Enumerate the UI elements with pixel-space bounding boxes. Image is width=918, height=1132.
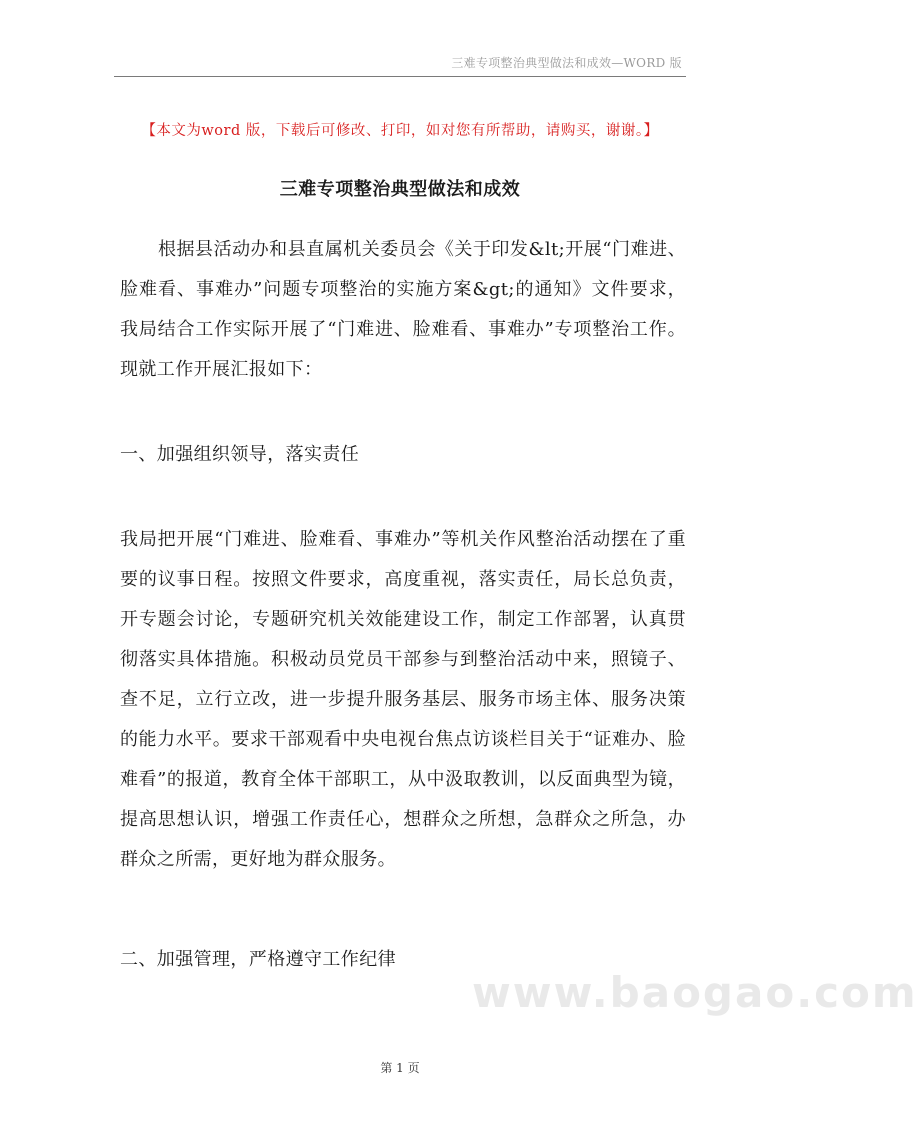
section-2-heading: 二、加强管理，严格遵守工作纪律 [120,949,396,970]
watermark: www.baogao.com [472,968,918,1017]
section-1-heading: 一、加强组织领导，落实责任 [120,444,360,465]
document-title: 三难专项整治典型做法和成效 [279,179,521,200]
running-header: 三难专项整治典型做法和成效—WORD 版 [451,56,682,70]
section-1-paragraph: 我局把开展“门难进、脸难看、事难办”等机关作风整治活动摆在了重要的议事日程。按照文件要求，高度重视，落实责任，局长总负责，开专题会讨论，专题研究机关效能建设工作，制定工作部署，认真贯彻落实具体措施。积极动员党员干部参与到整治活动中来，照镜子、查不足，立行立改，进一步提升服务基层、服务市场主体、服务决策的能力水平。要求干部观看中央电视台焦点访谈栏目关于“证难办、脸难看”的报道，教育全体干部职工，从中汲取教训，以反面典型为镜，提高思想认识，增强工作责任心，想群众之所想，急群众之所急，办群众之所需，更好地为群众服务。 [120,529,686,870]
header-divider [114,76,686,77]
page-number: 第 1 页 [380,1061,420,1075]
download-notice: 【本文为word 版，下载后可修改、打印，如对您有所帮助，请购买，谢谢。】 [141,123,659,139]
intro-paragraph: 根据县活动办和县直属机关委员会《关于印发&lt;开展“门难进、脸难看、事难办”问题专项整治的实施方案&gt;的通知》文件要求，我局结合工作实际开展了“门难进、脸难看、事难办”专项整治工作。现就工作开展汇报如下： [120,239,686,380]
